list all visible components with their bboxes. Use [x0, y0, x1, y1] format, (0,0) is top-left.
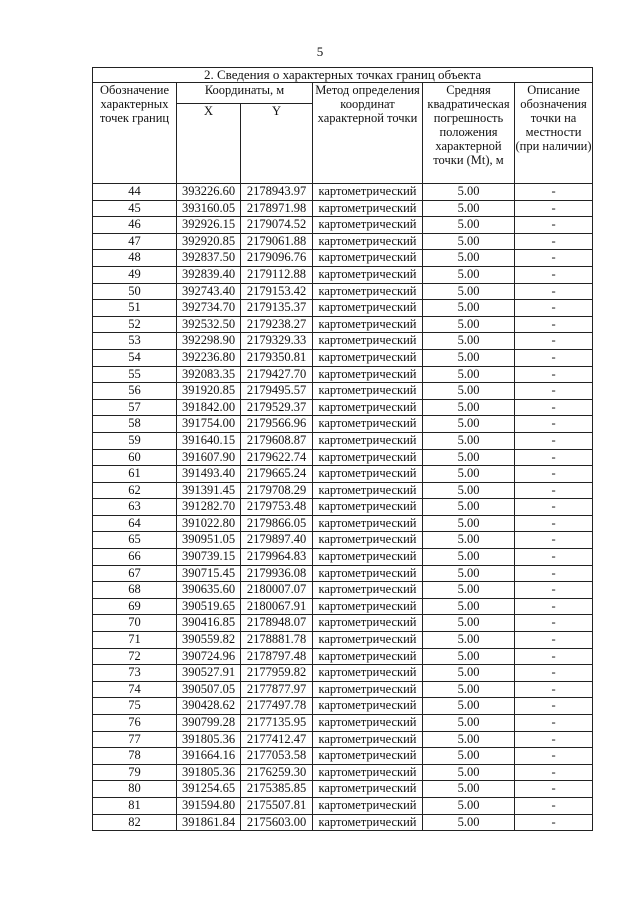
header-designation: Обозначение характерных точек границ — [93, 83, 177, 184]
point-number: 62 — [93, 482, 177, 499]
accuracy-cell: 5.00 — [423, 665, 515, 682]
method-cell: картометрический — [313, 665, 423, 682]
coord-x: 391493.40 — [177, 466, 241, 483]
coord-y: 2179238.27 — [241, 316, 313, 333]
accuracy-cell: 5.00 — [423, 615, 515, 632]
point-number: 65 — [93, 532, 177, 549]
point-number: 50 — [93, 283, 177, 300]
accuracy-cell: 5.00 — [423, 349, 515, 366]
coord-x: 392926.15 — [177, 217, 241, 234]
table-row — [93, 781, 593, 798]
method-cell: картометрический — [313, 515, 423, 532]
coord-x: 390799.28 — [177, 715, 241, 732]
description-cell: - — [515, 615, 593, 632]
coord-x: 392920.85 — [177, 233, 241, 250]
coord-x: 391805.36 — [177, 731, 241, 748]
method-cell: картометрический — [313, 532, 423, 549]
description-cell: - — [515, 565, 593, 582]
point-number: 78 — [93, 748, 177, 765]
coord-y: 2179665.24 — [241, 466, 313, 483]
method-cell: картометрический — [313, 449, 423, 466]
accuracy-cell: 5.00 — [423, 598, 515, 615]
coord-x: 392837.50 — [177, 250, 241, 267]
coord-y: 2178881.78 — [241, 632, 313, 649]
point-number: 54 — [93, 349, 177, 366]
accuracy-cell: 5.00 — [423, 499, 515, 516]
coord-x: 392236.80 — [177, 349, 241, 366]
coord-x: 390635.60 — [177, 582, 241, 599]
point-number: 57 — [93, 399, 177, 416]
point-number: 75 — [93, 698, 177, 715]
table-row — [93, 399, 593, 416]
accuracy-cell: 5.00 — [423, 698, 515, 715]
page-number: 5 — [316, 44, 324, 59]
description-cell: - — [515, 449, 593, 466]
method-cell: картометрический — [313, 748, 423, 765]
description-cell: - — [515, 266, 593, 283]
method-cell: картометрический — [313, 698, 423, 715]
point-number: 67 — [93, 565, 177, 582]
point-number: 52 — [93, 316, 177, 333]
accuracy-cell: 5.00 — [423, 233, 515, 250]
accuracy-cell: 5.00 — [423, 764, 515, 781]
table-row — [93, 715, 593, 732]
method-cell: картометрический — [313, 266, 423, 283]
description-cell: - — [515, 748, 593, 765]
point-number: 60 — [93, 449, 177, 466]
table-row — [93, 648, 593, 665]
coord-y: 2179495.57 — [241, 383, 313, 400]
method-cell: картометрический — [313, 681, 423, 698]
description-cell: - — [515, 648, 593, 665]
accuracy-cell: 5.00 — [423, 797, 515, 814]
description-cell: - — [515, 515, 593, 532]
description-cell: - — [515, 532, 593, 549]
table-row — [93, 466, 593, 483]
description-cell: - — [515, 549, 593, 566]
method-cell: картометрический — [313, 582, 423, 599]
header-coordinates: Координаты, м — [177, 83, 313, 104]
accuracy-cell: 5.00 — [423, 217, 515, 234]
table-row — [93, 797, 593, 814]
description-cell: - — [515, 300, 593, 317]
coord-x: 392839.40 — [177, 266, 241, 283]
coord-y: 2175507.81 — [241, 797, 313, 814]
description-cell: - — [515, 797, 593, 814]
coord-y: 2177877.97 — [241, 681, 313, 698]
coord-y: 2176259.30 — [241, 764, 313, 781]
description-cell: - — [515, 333, 593, 350]
method-cell: картометрический — [313, 250, 423, 267]
coord-x: 390715.45 — [177, 565, 241, 582]
method-cell: картометрический — [313, 283, 423, 300]
coord-x: 391022.80 — [177, 515, 241, 532]
coord-y: 2179866.05 — [241, 515, 313, 532]
coord-x: 391754.00 — [177, 416, 241, 433]
coord-y: 2179112.88 — [241, 266, 313, 283]
coord-x: 392532.50 — [177, 316, 241, 333]
description-cell: - — [515, 399, 593, 416]
method-cell: картометрический — [313, 432, 423, 449]
coord-y: 2179074.52 — [241, 217, 313, 234]
coord-y: 2177497.78 — [241, 698, 313, 715]
method-cell: картометрический — [313, 764, 423, 781]
table-row — [93, 316, 593, 333]
point-number: 66 — [93, 549, 177, 566]
coord-y: 2178943.97 — [241, 184, 313, 201]
coord-y: 2177053.58 — [241, 748, 313, 765]
accuracy-cell: 5.00 — [423, 432, 515, 449]
table-row — [93, 698, 593, 715]
description-cell: - — [515, 283, 593, 300]
table-row — [93, 764, 593, 781]
coord-x: 390951.05 — [177, 532, 241, 549]
point-number: 61 — [93, 466, 177, 483]
coord-y: 2179350.81 — [241, 349, 313, 366]
coord-y: 2179708.29 — [241, 482, 313, 499]
header-method: Метод определения координат характерной точки — [313, 83, 423, 184]
coord-y: 2178797.48 — [241, 648, 313, 665]
coord-x: 392083.35 — [177, 366, 241, 383]
coord-y: 2179897.40 — [241, 532, 313, 549]
coord-y: 2178948.07 — [241, 615, 313, 632]
table-row — [93, 200, 593, 217]
coord-x: 391254.65 — [177, 781, 241, 798]
point-number: 53 — [93, 333, 177, 350]
table-row — [93, 250, 593, 267]
coord-y: 2177959.82 — [241, 665, 313, 682]
accuracy-cell: 5.00 — [423, 333, 515, 350]
coord-y: 2179936.08 — [241, 565, 313, 582]
coord-y: 2179329.33 — [241, 333, 313, 350]
description-cell: - — [515, 250, 593, 267]
table-row — [93, 383, 593, 400]
table-row — [93, 349, 593, 366]
description-cell: - — [515, 582, 593, 599]
method-cell: картометрический — [313, 482, 423, 499]
table-row — [93, 300, 593, 317]
coord-y: 2179753.48 — [241, 499, 313, 516]
description-cell: - — [515, 349, 593, 366]
method-cell: картометрический — [313, 333, 423, 350]
table-row — [93, 665, 593, 682]
header-y: Y — [241, 104, 313, 184]
description-cell: - — [515, 598, 593, 615]
coord-x: 392734.70 — [177, 300, 241, 317]
table-row — [93, 449, 593, 466]
accuracy-cell: 5.00 — [423, 748, 515, 765]
point-number: 64 — [93, 515, 177, 532]
coord-y: 2179061.88 — [241, 233, 313, 250]
header-description: Описание обозначения точки на местности (при наличии) — [515, 83, 593, 184]
method-cell: картометрический — [313, 499, 423, 516]
point-number: 56 — [93, 383, 177, 400]
point-number: 79 — [93, 764, 177, 781]
coord-x: 390739.15 — [177, 549, 241, 566]
point-number: 71 — [93, 632, 177, 649]
description-cell: - — [515, 764, 593, 781]
coord-x: 393160.05 — [177, 200, 241, 217]
accuracy-cell: 5.00 — [423, 565, 515, 582]
accuracy-cell: 5.00 — [423, 814, 515, 831]
point-number: 82 — [93, 814, 177, 831]
accuracy-cell: 5.00 — [423, 250, 515, 267]
accuracy-cell: 5.00 — [423, 482, 515, 499]
coord-y: 2180067.91 — [241, 598, 313, 615]
description-cell: - — [515, 316, 593, 333]
coord-y: 2179529.37 — [241, 399, 313, 416]
table-row — [93, 731, 593, 748]
table-row — [93, 532, 593, 549]
description-cell: - — [515, 200, 593, 217]
description-cell: - — [515, 233, 593, 250]
coord-x: 391594.80 — [177, 797, 241, 814]
coord-x: 391805.36 — [177, 764, 241, 781]
coord-x: 390507.05 — [177, 681, 241, 698]
accuracy-cell: 5.00 — [423, 366, 515, 383]
coord-x: 391607.90 — [177, 449, 241, 466]
method-cell: картометрический — [313, 349, 423, 366]
accuracy-cell: 5.00 — [423, 532, 515, 549]
description-cell: - — [515, 781, 593, 798]
point-number: 45 — [93, 200, 177, 217]
coord-x: 390416.85 — [177, 615, 241, 632]
method-cell: картометрический — [313, 466, 423, 483]
table-row — [93, 748, 593, 765]
point-number: 73 — [93, 665, 177, 682]
point-number: 81 — [93, 797, 177, 814]
point-number: 72 — [93, 648, 177, 665]
table-row — [93, 333, 593, 350]
description-cell: - — [515, 416, 593, 433]
accuracy-cell: 5.00 — [423, 383, 515, 400]
table-row — [93, 416, 593, 433]
coord-x: 391640.15 — [177, 432, 241, 449]
coord-y: 2179964.83 — [241, 549, 313, 566]
description-cell: - — [515, 217, 593, 234]
method-cell: картометрический — [313, 217, 423, 234]
table-row — [93, 266, 593, 283]
accuracy-cell: 5.00 — [423, 184, 515, 201]
coord-y: 2175385.85 — [241, 781, 313, 798]
description-cell: - — [515, 466, 593, 483]
coord-x: 390519.65 — [177, 598, 241, 615]
accuracy-cell: 5.00 — [423, 283, 515, 300]
coord-x: 393226.60 — [177, 184, 241, 201]
accuracy-cell: 5.00 — [423, 515, 515, 532]
point-number: 68 — [93, 582, 177, 599]
coord-y: 2177135.95 — [241, 715, 313, 732]
table-row — [93, 283, 593, 300]
accuracy-cell: 5.00 — [423, 582, 515, 599]
table-row — [93, 681, 593, 698]
accuracy-cell: 5.00 — [423, 300, 515, 317]
point-number: 77 — [93, 731, 177, 748]
accuracy-cell: 5.00 — [423, 648, 515, 665]
description-cell: - — [515, 632, 593, 649]
coord-y: 2177412.47 — [241, 731, 313, 748]
method-cell: картометрический — [313, 416, 423, 433]
table-row — [93, 814, 593, 831]
point-number: 63 — [93, 499, 177, 516]
accuracy-cell: 5.00 — [423, 632, 515, 649]
accuracy-cell: 5.00 — [423, 549, 515, 566]
description-cell: - — [515, 681, 593, 698]
point-number: 44 — [93, 184, 177, 201]
table-row — [93, 499, 593, 516]
method-cell: картометрический — [313, 383, 423, 400]
point-number: 49 — [93, 266, 177, 283]
coord-y: 2179566.96 — [241, 416, 313, 433]
boundary-points-table — [92, 67, 593, 831]
coord-x: 390559.82 — [177, 632, 241, 649]
table-row — [93, 482, 593, 499]
description-cell: - — [515, 383, 593, 400]
point-number: 47 — [93, 233, 177, 250]
coord-y: 2175603.00 — [241, 814, 313, 831]
method-cell: картометрический — [313, 366, 423, 383]
method-cell: картометрический — [313, 316, 423, 333]
coord-x: 391391.45 — [177, 482, 241, 499]
description-cell: - — [515, 814, 593, 831]
table-row — [93, 233, 593, 250]
coord-y: 2179608.87 — [241, 432, 313, 449]
table-row — [93, 582, 593, 599]
coord-x: 391861.84 — [177, 814, 241, 831]
point-number: 59 — [93, 432, 177, 449]
method-cell: картометрический — [313, 781, 423, 798]
method-cell: картометрический — [313, 814, 423, 831]
point-number: 76 — [93, 715, 177, 732]
header-accuracy: Средняя квадратическая погрешность положения характерной точки (Mt), м — [423, 83, 515, 184]
point-number: 80 — [93, 781, 177, 798]
table-row — [93, 615, 593, 632]
table-row — [93, 432, 593, 449]
method-cell: картометрический — [313, 715, 423, 732]
accuracy-cell: 5.00 — [423, 416, 515, 433]
method-cell: картометрический — [313, 399, 423, 416]
description-cell: - — [515, 665, 593, 682]
description-cell: - — [515, 482, 593, 499]
coord-x: 390527.91 — [177, 665, 241, 682]
coord-y: 2179622.74 — [241, 449, 313, 466]
coord-x: 391842.00 — [177, 399, 241, 416]
coord-x: 392743.40 — [177, 283, 241, 300]
method-cell: картометрический — [313, 549, 423, 566]
coord-y: 2179427.70 — [241, 366, 313, 383]
accuracy-cell: 5.00 — [423, 316, 515, 333]
method-cell: картометрический — [313, 184, 423, 201]
table-row — [93, 598, 593, 615]
coord-y: 2179153.42 — [241, 283, 313, 300]
coord-y: 2178971.98 — [241, 200, 313, 217]
method-cell: картометрический — [313, 598, 423, 615]
method-cell: картометрический — [313, 632, 423, 649]
accuracy-cell: 5.00 — [423, 200, 515, 217]
table-row — [93, 515, 593, 532]
description-cell: - — [515, 731, 593, 748]
section-title: 2. Сведения о характерных точках границ объекта — [93, 68, 593, 83]
description-cell: - — [515, 366, 593, 383]
accuracy-cell: 5.00 — [423, 715, 515, 732]
coord-y: 2180007.07 — [241, 582, 313, 599]
description-cell: - — [515, 499, 593, 516]
accuracy-cell: 5.00 — [423, 266, 515, 283]
coord-x: 392298.90 — [177, 333, 241, 350]
coord-x: 390428.62 — [177, 698, 241, 715]
accuracy-cell: 5.00 — [423, 449, 515, 466]
method-cell: картометрический — [313, 731, 423, 748]
header-x: X — [177, 104, 241, 184]
method-cell: картометрический — [313, 200, 423, 217]
table-row — [93, 565, 593, 582]
point-number: 55 — [93, 366, 177, 383]
method-cell: картометрический — [313, 300, 423, 317]
table-row — [93, 184, 593, 201]
description-cell: - — [515, 184, 593, 201]
method-cell: картометрический — [313, 615, 423, 632]
description-cell: - — [515, 715, 593, 732]
method-cell: картометрический — [313, 797, 423, 814]
table-row — [93, 549, 593, 566]
method-cell: картометрический — [313, 233, 423, 250]
table-row — [93, 217, 593, 234]
coord-y: 2179096.76 — [241, 250, 313, 267]
coord-x: 391664.16 — [177, 748, 241, 765]
method-cell: картометрический — [313, 565, 423, 582]
description-cell: - — [515, 432, 593, 449]
point-number: 58 — [93, 416, 177, 433]
point-number: 46 — [93, 217, 177, 234]
table-body — [93, 184, 593, 831]
coord-y: 2179135.37 — [241, 300, 313, 317]
description-cell: - — [515, 698, 593, 715]
coord-x: 391920.85 — [177, 383, 241, 400]
point-number: 69 — [93, 598, 177, 615]
coord-x: 391282.70 — [177, 499, 241, 516]
accuracy-cell: 5.00 — [423, 681, 515, 698]
method-cell: картометрический — [313, 648, 423, 665]
coord-x: 390724.96 — [177, 648, 241, 665]
accuracy-cell: 5.00 — [423, 781, 515, 798]
table-row — [93, 632, 593, 649]
table-row — [93, 366, 593, 383]
accuracy-cell: 5.00 — [423, 466, 515, 483]
accuracy-cell: 5.00 — [423, 399, 515, 416]
accuracy-cell: 5.00 — [423, 731, 515, 748]
point-number: 74 — [93, 681, 177, 698]
point-number: 51 — [93, 300, 177, 317]
point-number: 70 — [93, 615, 177, 632]
point-number: 48 — [93, 250, 177, 267]
